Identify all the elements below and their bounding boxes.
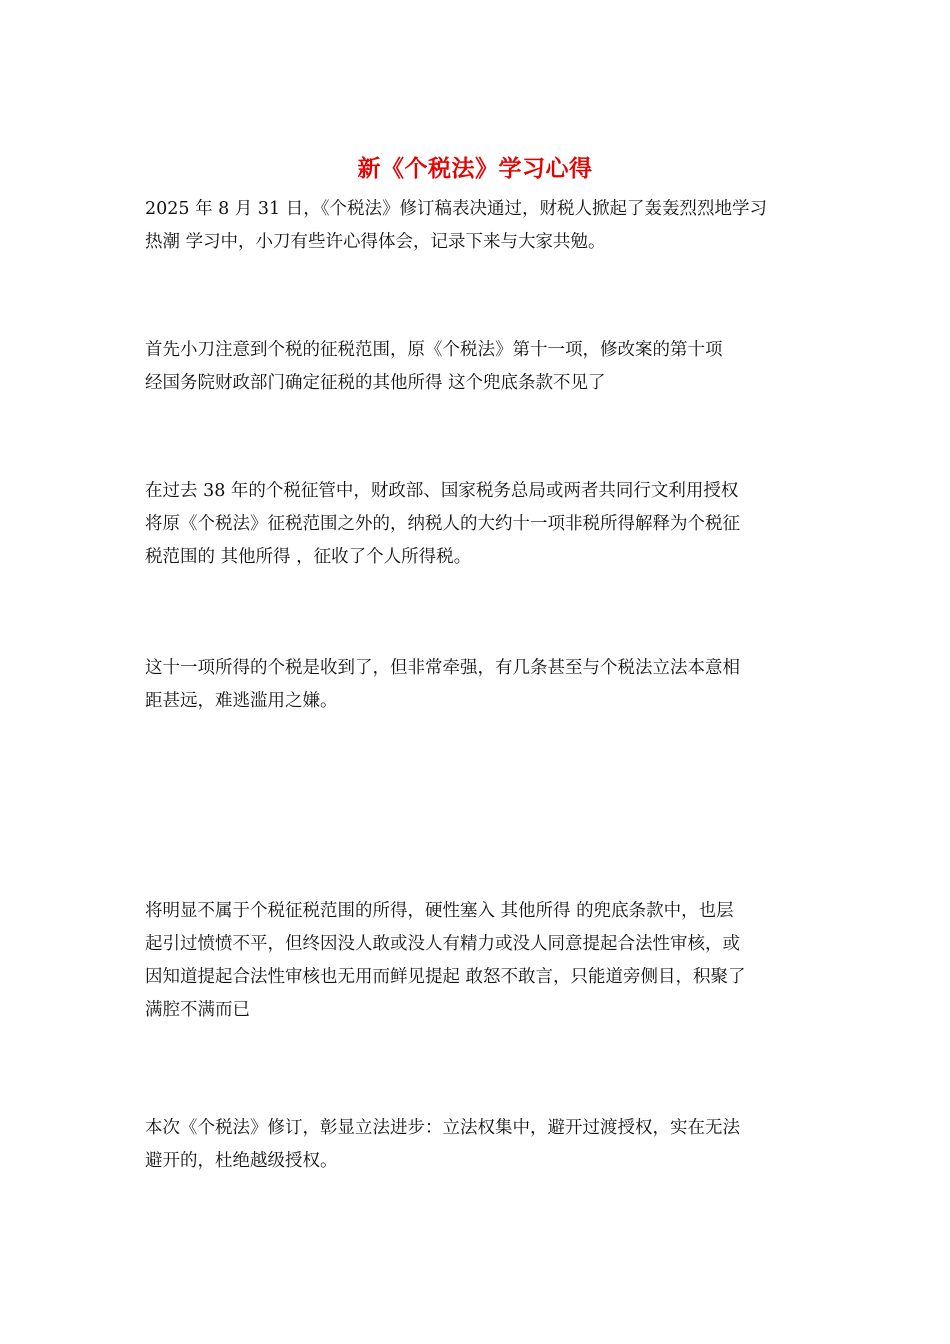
- paragraph-4: [145, 652, 810, 718]
- paragraph-line: 这十一项所得的个税是收到了，但非常牵强，有几条甚至与个税法立法本意相: [145, 658, 740, 678]
- paragraph-line: 首先小刀注意到个税的征税范围，原《个税法》第十一项，修改案的第十项: [145, 340, 723, 360]
- paragraph-3: [145, 475, 810, 574]
- paragraph-line: 避开的，杜绝越级授权。: [145, 1151, 338, 1171]
- paragraph-line: 本次《个税法》修订，彰显立法进步：立法权集中，避开过渡授权，实在无法: [145, 1118, 740, 1138]
- paragraph-line: 满腔不满而已: [145, 1000, 250, 1020]
- paragraph-line: 因知道提起合法性审核也无用而鲜见提起 敢怒不敢言，只能道旁侧目，积聚了: [145, 967, 746, 987]
- paragraph-line: 热潮 学习中，小刀有些许心得体会，记录下来与大家共勉。: [145, 232, 606, 252]
- paragraph-line: 经国务院财政部门确定征税的其他所得 这个兜底条款不见了: [145, 373, 606, 393]
- paragraph-line: 在过去 38 年的个税征管中，财政部、国家税务总局或两者共同行文利用授权: [145, 481, 739, 501]
- paragraph-line: 距甚远，难逃滥用之嫌。: [145, 691, 338, 711]
- paragraph-1: [145, 193, 810, 259]
- paragraph-line: 2025 年 8 月 31 日，《个税法》修订稿表决通过，财税人掀起了轰轰烈烈地学习: [145, 199, 767, 219]
- paragraph-line: 将原《个税法》征税范围之外的，纳税人的大约十一项非税所得解释为个税征: [145, 514, 740, 534]
- paragraph-line: 起引过愤愤不平，但终因没人敢或没人有精力或没人同意提起合法性审核，或: [145, 934, 740, 954]
- paragraph-2: [145, 334, 810, 400]
- paragraph-6: [145, 1112, 810, 1178]
- paragraph-line: 将明显不属于个税征税范围的所得，硬性塞入 其他所得 的兜底条款中，也层: [145, 901, 734, 921]
- paragraph-5: [145, 895, 810, 1027]
- paragraph-line: 税范围的 其他所得 ，征收了个人所得税。: [145, 547, 472, 567]
- document-title: 新《个税法》学习心得: [357, 155, 593, 182]
